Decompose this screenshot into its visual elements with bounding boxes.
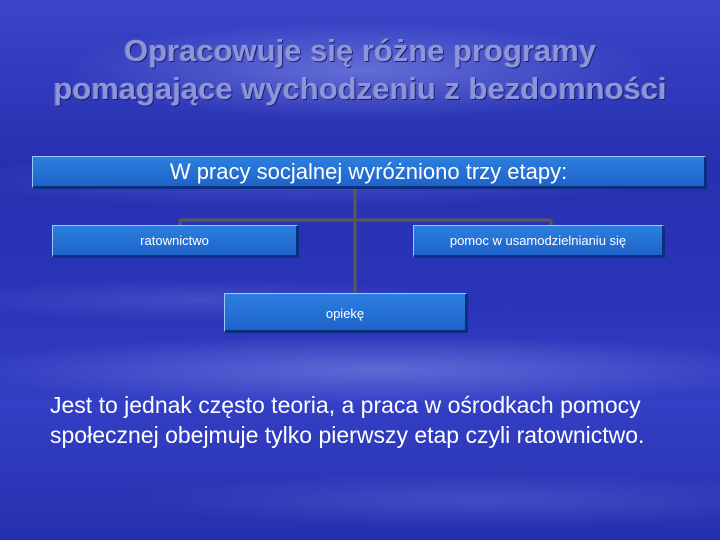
title-line-2: pomagające wychodzeniu z bezdomności (53, 71, 667, 106)
org-chart-child-rescue: ratownictwo (52, 225, 299, 258)
org-chart-root-box: W pracy socjalnej wyróżniono trzy etapy: (32, 156, 707, 189)
org-chart-child-care: opiekę (224, 293, 468, 333)
body-note: Jest to jednak często teoria, a praca w ośrodkach pomocy społecznej obejmuje tylko pierwszy etap czyli ratownictwo. (50, 392, 645, 448)
org-chart-child-independence: pomoc w usamodzielnianiu się (413, 225, 665, 258)
title-line-1: Opracowuje się różne programy (123, 33, 597, 68)
